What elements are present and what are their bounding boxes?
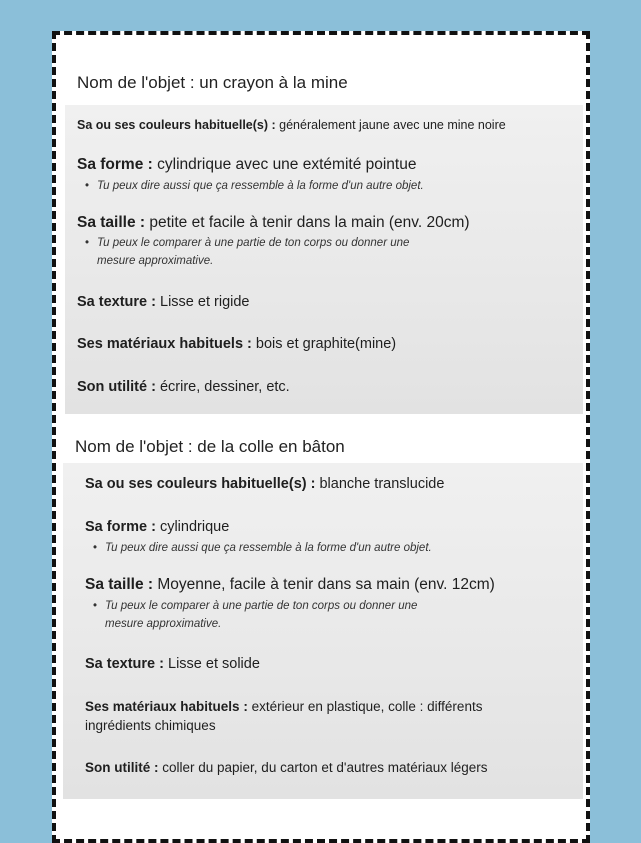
shape-label: Sa forme : — [77, 156, 153, 173]
materials-value: extérieur en plastique, colle : différents — [247, 699, 483, 714]
object-title-1: Nom de l'objet : un crayon à la mine — [77, 73, 348, 92]
texture-row — [77, 294, 249, 310]
size-hint-line2: mesure approximative. — [105, 618, 222, 630]
materials-value-line2: ingrédients chimiques — [85, 718, 216, 733]
size-hint — [85, 234, 409, 252]
size-hint-text: Tu peux le comparer à une partie de ton corps ou donner une — [97, 237, 410, 249]
shape-hint-text: Tu peux dire aussi que ça ressemble à la forme d'un autre objet. — [97, 180, 424, 192]
size-label: Sa taille : — [85, 576, 154, 593]
shape-value: cylindrique — [155, 519, 230, 535]
shape-value: cylindrique avec une extémité pointue — [152, 156, 417, 173]
shape-row — [77, 156, 416, 174]
utility-label: Son utilité : — [85, 760, 159, 775]
size-row — [77, 214, 470, 232]
size-value: Moyenne, facile à tenir dans sa main (env. 12cm) — [153, 576, 495, 593]
size-value: petite et facile à tenir dans la main (env. 20cm) — [145, 214, 470, 231]
shape-row — [85, 519, 229, 535]
utility-value: coller du papier, du carton et d'autres matériaux légers — [158, 760, 488, 775]
materials-label: Ses matériaux habituels : — [85, 699, 248, 714]
materials-value: bois et graphite(mine) — [251, 336, 397, 352]
bullet-icon: • — [85, 180, 90, 192]
colors-value: blanche translucide — [315, 476, 445, 492]
shape-hint — [85, 177, 424, 195]
size-hint — [93, 597, 417, 615]
bullet-icon: • — [93, 542, 98, 554]
bullet-icon: • — [93, 600, 98, 612]
colors-label: Sa ou ses couleurs habituelle(s) : — [85, 476, 316, 492]
texture-label: Sa texture : — [77, 294, 156, 310]
size-hint-text: Tu peux le comparer à une partie de ton corps ou donner une — [105, 600, 418, 612]
shape-hint — [93, 539, 432, 557]
size-row — [85, 576, 495, 594]
bullet-icon: • — [85, 237, 90, 249]
size-label: Sa taille : — [77, 214, 146, 231]
shape-label: Sa forme : — [85, 519, 156, 535]
size-hint-line2: mesure approximative. — [97, 255, 214, 267]
texture-value: Lisse et solide — [163, 656, 260, 672]
texture-label: Sa texture : — [85, 656, 164, 672]
utility-row — [85, 760, 488, 775]
object-title-2: Nom de l'objet : de la colle en bâton — [75, 437, 345, 456]
materials-label: Ses matériaux habituels : — [77, 336, 252, 352]
utility-value: écrire, dessiner, etc. — [155, 379, 290, 395]
texture-row — [85, 656, 260, 672]
colors-row — [85, 476, 444, 492]
shape-hint-text: Tu peux dire aussi que ça ressemble à la forme d'un autre objet. — [105, 542, 432, 554]
utility-row — [77, 379, 290, 395]
colors-row — [77, 118, 506, 132]
utility-label: Son utilité : — [77, 379, 156, 395]
materials-row — [85, 699, 482, 714]
materials-row — [77, 336, 396, 352]
texture-value: Lisse et rigide — [155, 294, 250, 310]
colors-value: généralement jaune avec une mine noire — [275, 118, 506, 132]
colors-label: Sa ou ses couleurs habituelle(s) : — [77, 118, 276, 132]
